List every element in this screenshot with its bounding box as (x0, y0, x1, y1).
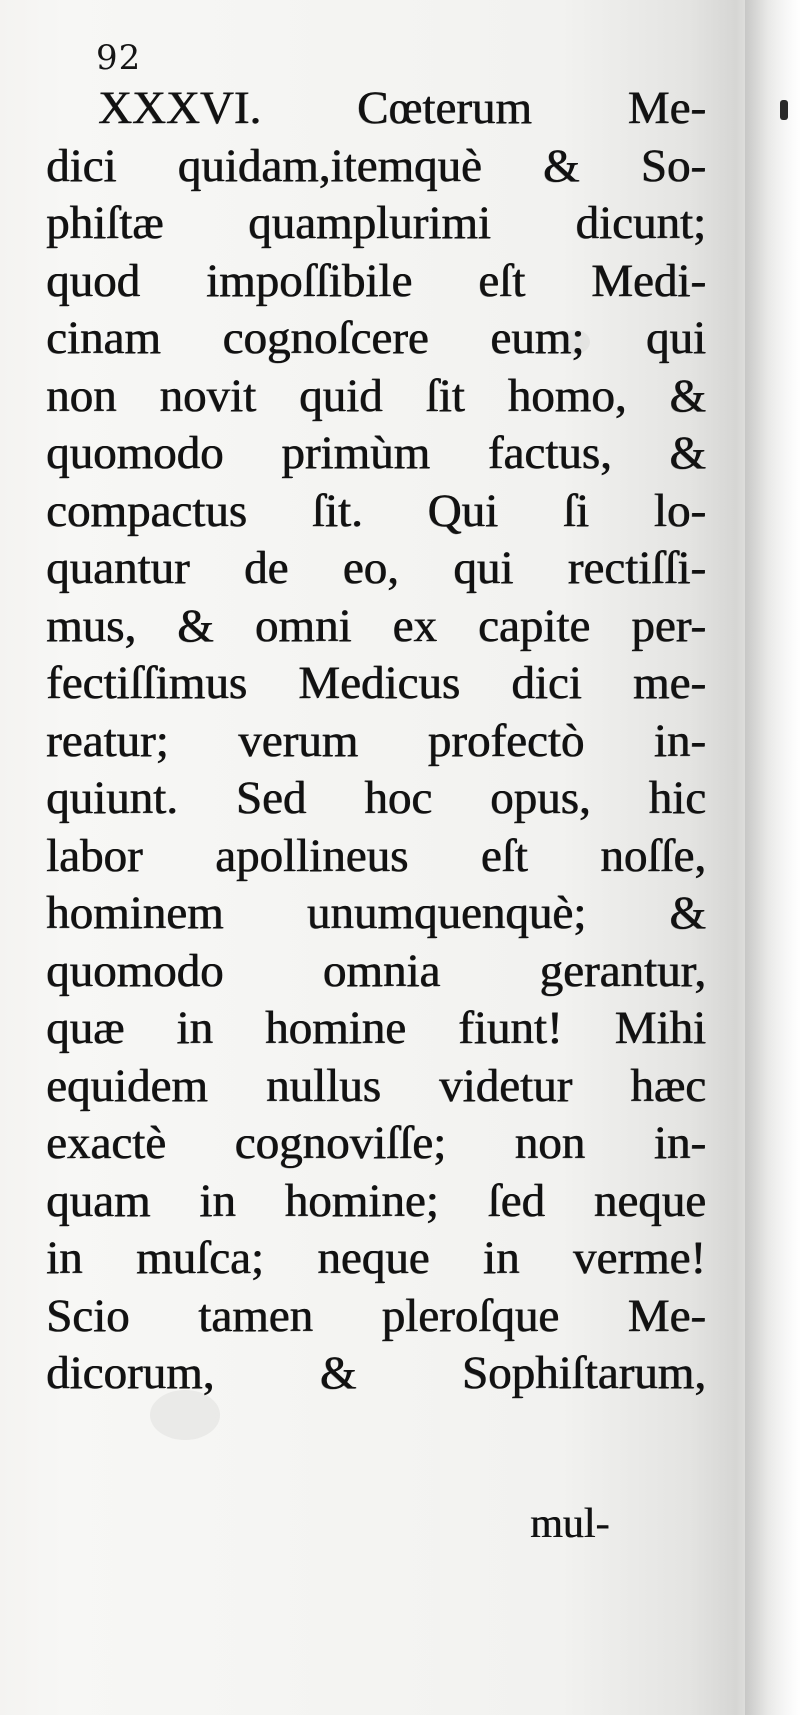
text-line: mus, & omni ex capite per- (46, 599, 706, 652)
text-line: quiunt. Sed hoc opus, hic (46, 772, 706, 824)
edge-mark (780, 100, 788, 120)
text-line: cinam cognoſcere eum; qui (46, 312, 706, 364)
catchword: mul- (530, 1501, 610, 1547)
text-line: quæ in homine fiunt! Mihi (46, 1002, 706, 1054)
text-line: equidem nullus videtur hæc (46, 1059, 706, 1112)
page-number: 92 (96, 38, 142, 78)
text-line: dici quidam,itemquè & So- (46, 139, 706, 192)
text-line: labor apollineus eſt noſſe, (46, 829, 706, 882)
text-line: Scio tamen pleroſque Me- (46, 1289, 706, 1342)
text-line: XXXVI. Cœterum Me- (98, 82, 706, 134)
page-edge-shadow (745, 0, 800, 1715)
text-line: phiſtæ quamplurimi dicunt; (46, 197, 706, 249)
text-line: quam in homine; ſed neque (46, 1174, 706, 1227)
text-line: quomodo primùm factus, & (46, 427, 706, 479)
text-line: dicorum, & Sophiſtarum, (46, 1347, 706, 1399)
text-line: reatur; verum profectò in- (46, 714, 706, 767)
text-line: exactè cognoviſſe; non in- (46, 1117, 706, 1169)
text-line: fectiſſimus Medicus dici me- (46, 657, 706, 709)
text-line: quantur de eo, qui rectiſſi- (46, 542, 706, 594)
text-line: in muſca; neque in verme! (46, 1232, 706, 1284)
text-line: compactus ſit. Qui ſi lo- (46, 484, 706, 537)
text-line: quod impoſſibile eſt Medi- (46, 254, 706, 307)
body-text (46, 80, 706, 1403)
text-line: quomodo omnia gerantur, (46, 944, 706, 997)
text-line: hominem unumquenquè; & (46, 887, 706, 939)
text-line: non novit quid ſit homo, & (46, 369, 706, 422)
